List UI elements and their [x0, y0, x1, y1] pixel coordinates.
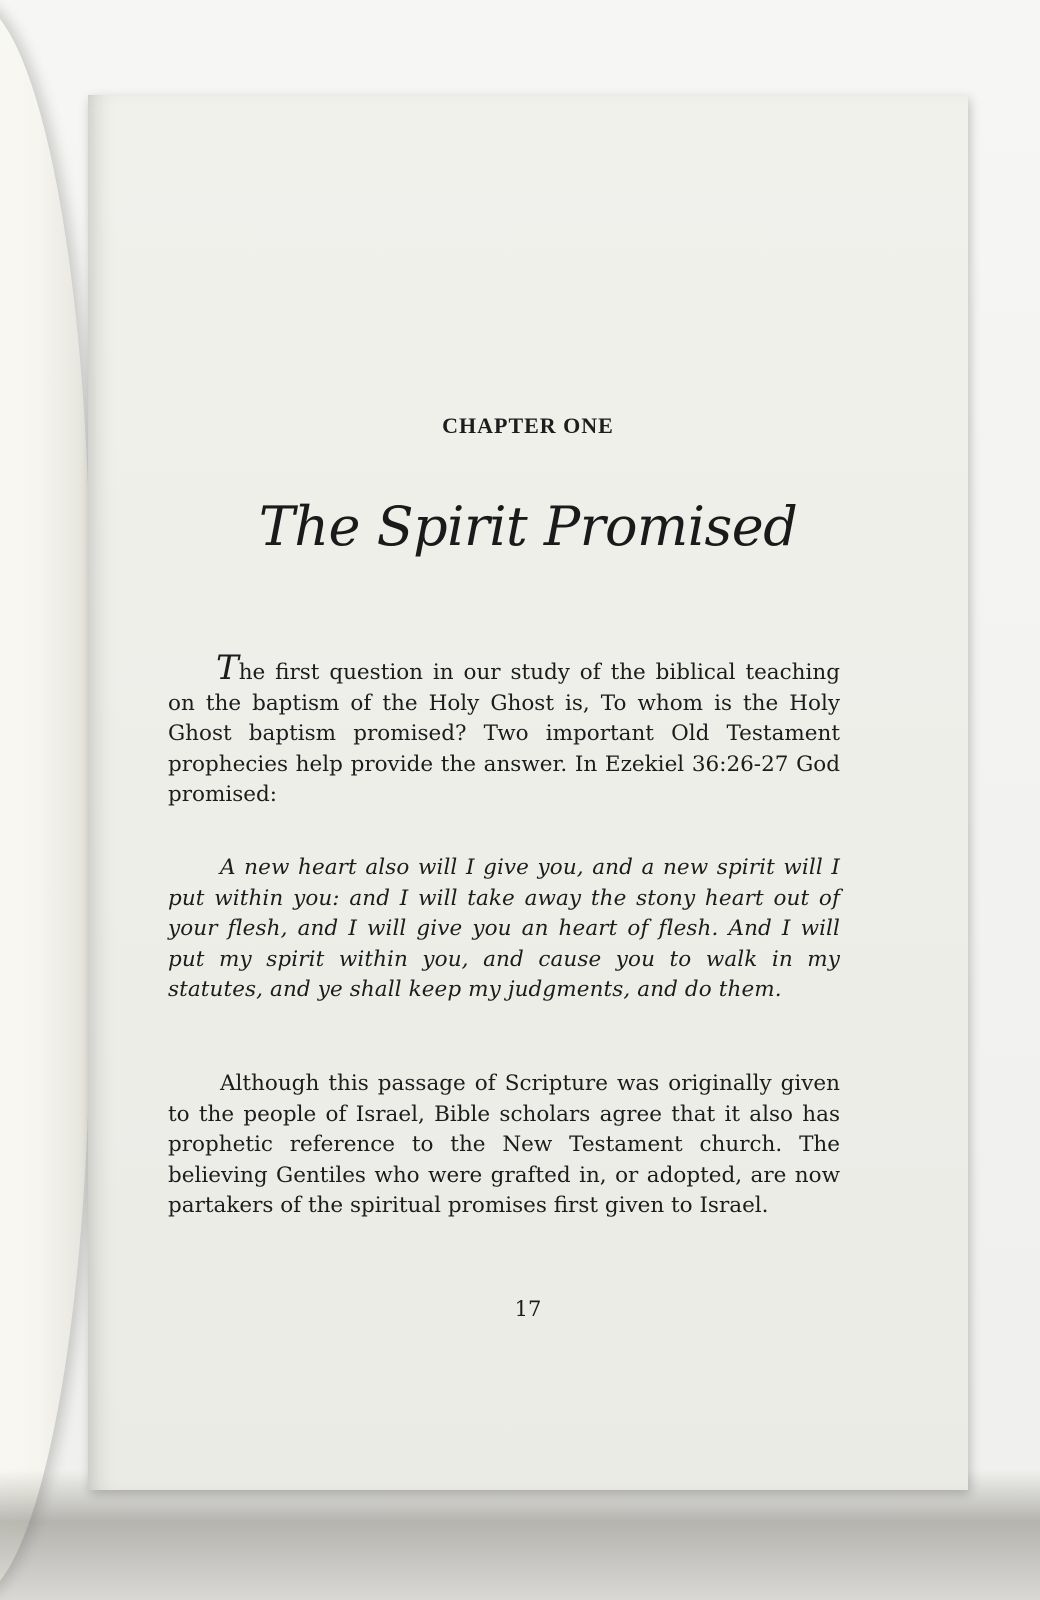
paragraph-intro: [168, 648, 840, 811]
paragraph-commentary: Although this passage of Scripture was originally given to the people of Israel, Bible scholars agree that it also has prophetic reference to the New Testament church. The believing Gentiles who were grafted in, or adopted, are now partakers of the spiritual promises first given to Israel.: [168, 1071, 840, 1219]
chapter-title: The Spirit Promised: [258, 495, 798, 558]
drop-cap: T: [216, 648, 239, 688]
scripture-quote: A new heart also will I give you, and a new spirit will I put within you: and I will take away the stony heart out of your flesh, and I will give you an heart of flesh. And I will put my spirit within you, and cause you to walk in my statutes, and ye shall keep my judgments, and do them.: [168, 855, 840, 1003]
left-page-curl: [0, 0, 90, 1600]
paragraph-intro-text: he first question in our study of the biblical teaching on the baptism of the Holy Ghost is, To whom is the Holy Ghost baptism promised? Two important Old Testament prophecies help provide the answer. In Ezekiel 36:26-27 God promised:: [168, 660, 840, 808]
book-page: [88, 95, 968, 1490]
page-number: 17: [514, 1297, 542, 1321]
chapter-label: CHAPTER ONE: [442, 413, 614, 438]
